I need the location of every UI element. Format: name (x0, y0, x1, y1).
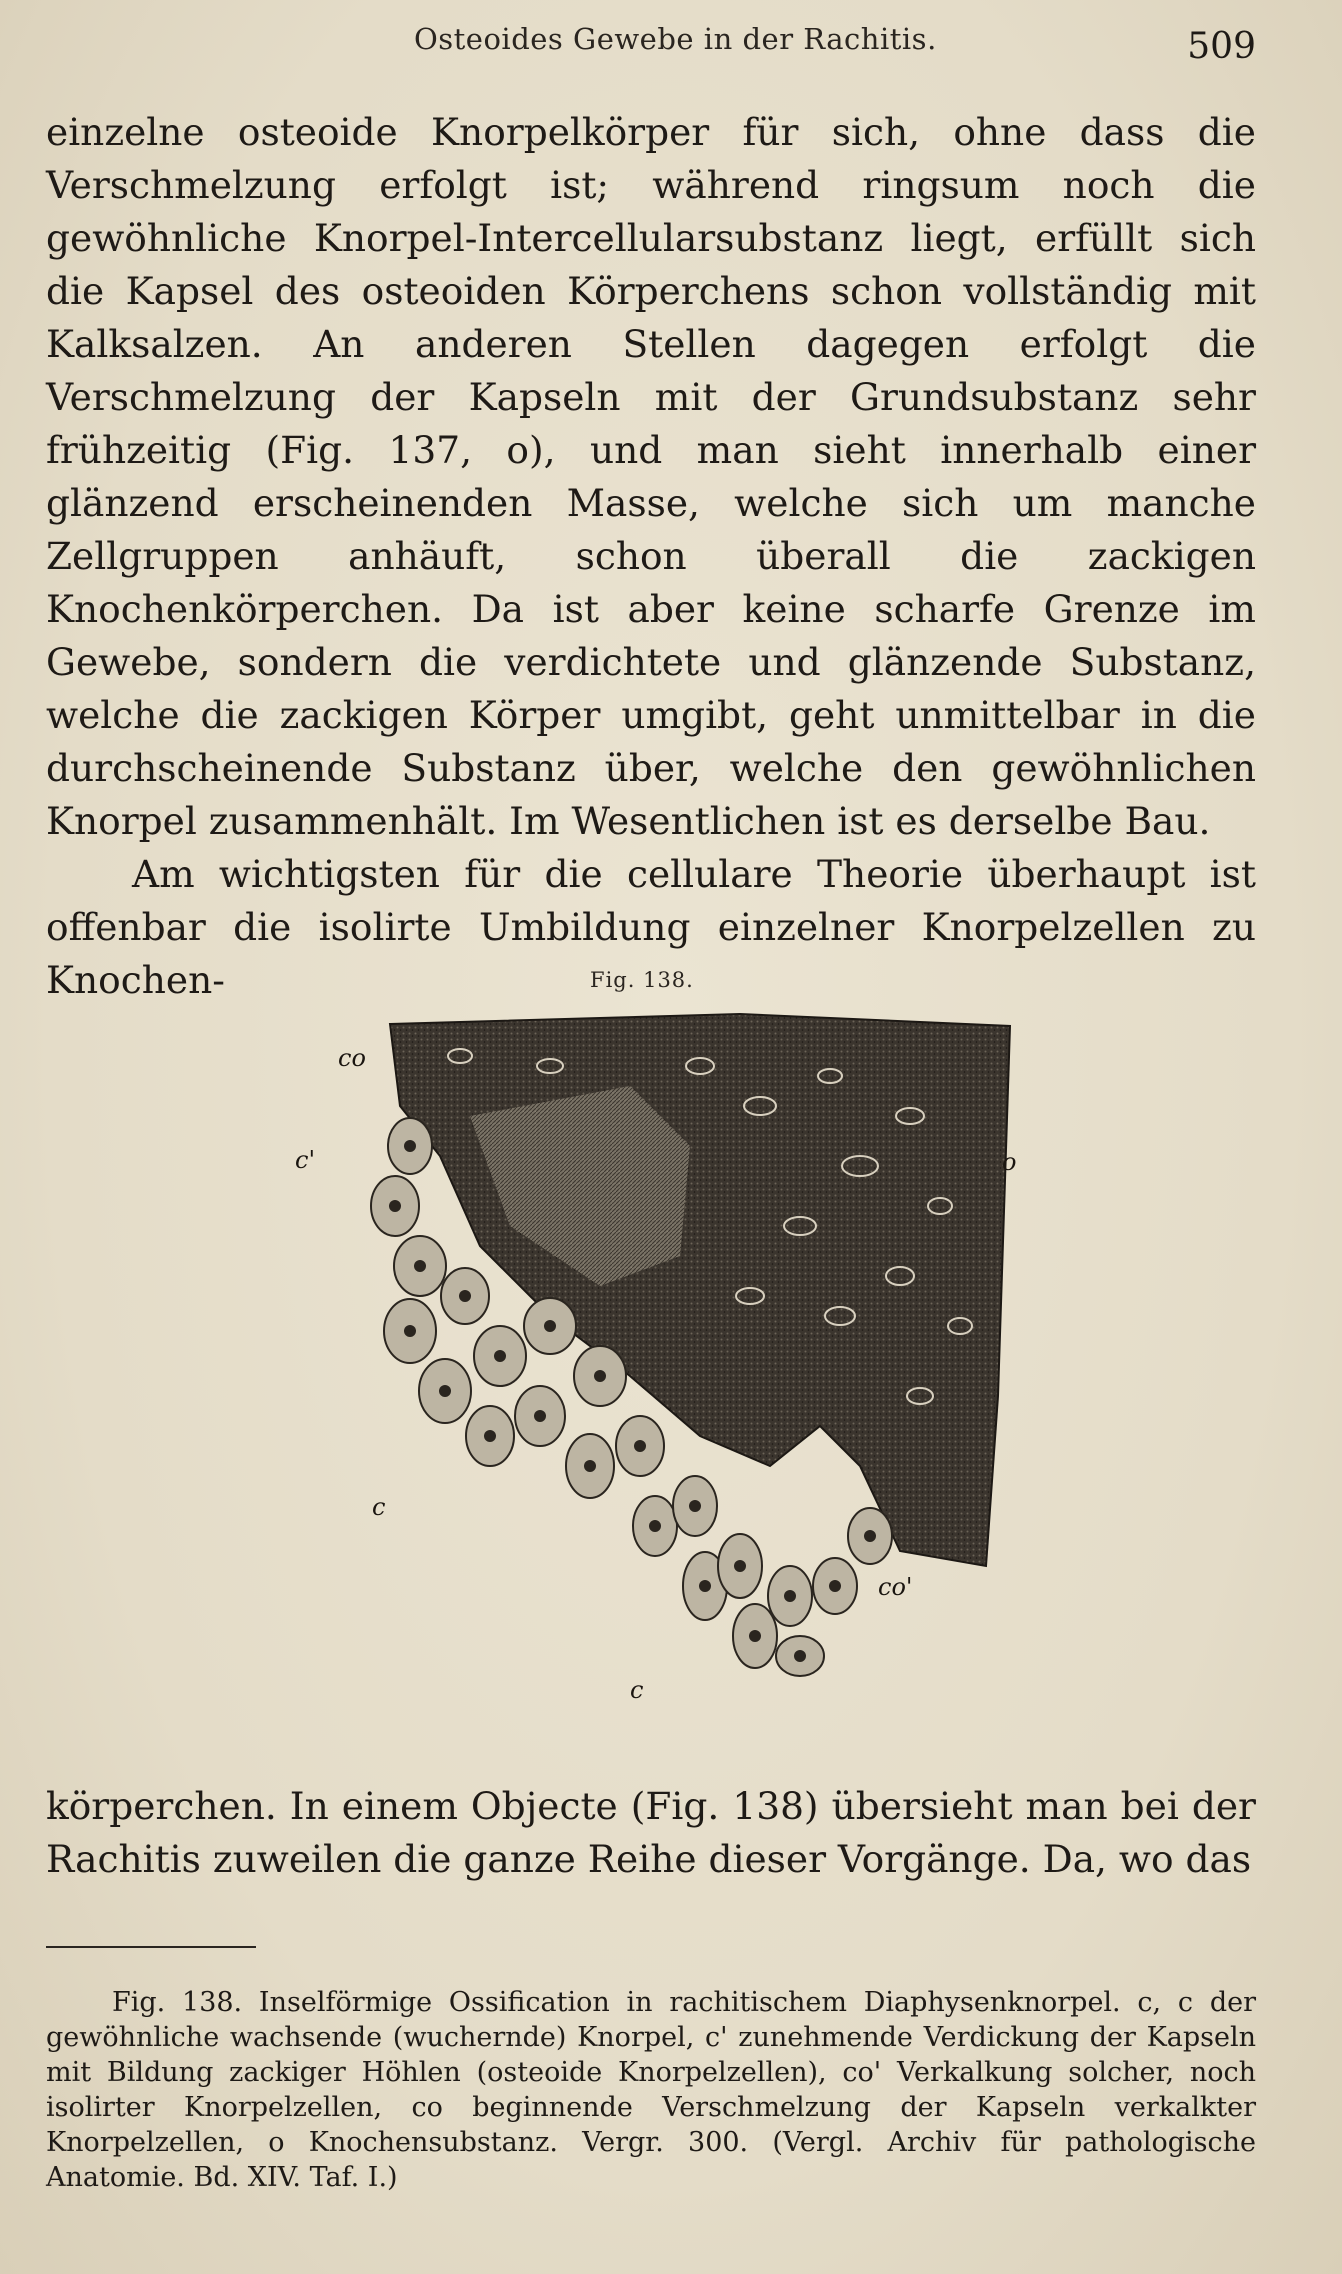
figure-letter-o: o (1002, 1148, 1017, 1176)
figure-letter-c: c (372, 1493, 386, 1521)
body-text (46, 106, 1256, 1007)
figure-label: Fig. 138. (590, 968, 694, 992)
caption-text: Fig. 138. Inselförmige Ossification in rachitischem Diaphysenknorpel. c, c der gewöhnliche wachsende (wuchernde) Knorpel, c' zunehmende Verdickung der Kapseln mit Bildung zackiger Höhlen (osteoide Knorpelzellen), co' Verkalkung solcher, noch isolirter Knorpelzellen, co beginnende Verschmelzung der Kapseln verkalkter Knorpelzellen, o Knochensubstanz. Vergr. 300. (Vergl. Archiv für pathologische Anatomie. Bd. XIV. Taf. I.) (46, 1987, 1256, 2193)
figure-letter-c-bottom: c (630, 1676, 644, 1704)
figure-letter-co-prime: co' (878, 1573, 913, 1601)
figure-138 (295, 968, 1060, 1718)
page-header (46, 22, 1256, 74)
histology-illustration (300, 996, 1060, 1716)
paragraph: Am wichtigsten für die cellulare Theorie überhaupt ist offenbar die isolirte Umbildung einzelner Knorpelzellen zu Knochen- (46, 852, 1256, 1002)
figure-letter-co: co (338, 1044, 366, 1072)
footnote-rule (46, 1946, 256, 1948)
figure-caption (46, 1985, 1256, 2195)
page-number: 509 (1187, 26, 1256, 67)
body-text-continued (46, 1780, 1256, 1886)
paragraph: körperchen. In einem Objecte (Fig. 138) übersieht man bei der Rachitis zuweilen die ganze Reihe dieser Vorgänge. Da, wo das (46, 1784, 1256, 1881)
running-title: Osteoides Gewebe in der Rachitis. (414, 22, 937, 56)
paragraph: einzelne osteoide Knorpelkörper für sich, ohne dass die Verschmelzung erfolgt ist; während ringsum noch die gewöhnliche Knorpel-Intercellularsubstanz liegt, erfüllt sich die Kapsel des osteoiden Körperchens schon vollständig mit Kalksalzen. An anderen Stellen dagegen erfolgt die Verschmelzung der Kapseln mit der Grundsubstanz sehr frühzeitig (Fig. 137, o), und man sieht innerhalb einer glänzend erscheinenden Masse, welche sich um manche Zellgruppen anhäuft, schon überall die zackigen Knochenkörperchen. Da ist aber keine scharfe Grenze im Gewebe, sondern die verdichtete und glänzende Substanz, welche die zackigen Körper umgibt, geht unmittelbar in die durchscheinende Substanz über, welche den gewöhnlichen Knorpel zusammenhält. Im Wesentlichen ist es derselbe Bau. (46, 110, 1256, 843)
figure-letter-c-prime: c' (295, 1146, 316, 1174)
